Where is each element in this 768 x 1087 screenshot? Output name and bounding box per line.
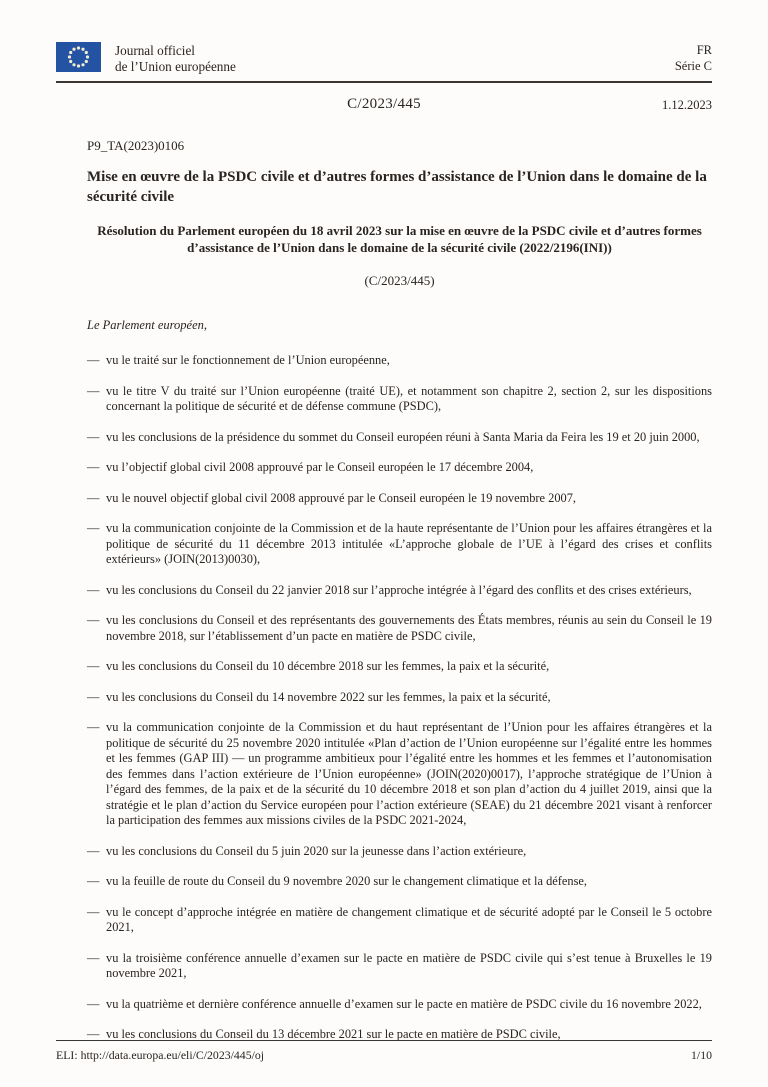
citation-item — [87, 613, 712, 644]
citation-text: vu les conclusions du Conseil du 5 juin 2020 sur la jeunesse dans l’action extérieure, — [106, 843, 527, 858]
citation-dash: — — [87, 720, 100, 734]
citation-item — [87, 521, 712, 568]
header-meta — [56, 96, 712, 114]
citation-text: vu les conclusions du Conseil du 10 décembre 2018 sur les femmes, la paix et la sécurité, — [106, 659, 550, 673]
citation-text: vu la communication conjointe de la Commission et du haut représentant de l’Union pour les affaires étrangères et la politique de sécurité du 25 novembre 2020 intitulée «Plan d’action de l’Union européenne sur l’égalité entre les hommes et les femmes (GAP III) — un programme ambitieux pour l’égalité entre les hommes et les femmes et l’autonomisation des femmes dans l’action extérieure de l’Union européenne» (JOIN(2020)0017), l’approche stratégique de l’Union à l’égard des femmes, de la paix et de la sécurité du 10 décembre 2018 et son plan d’action du 4 juillet 2019, ainsi que la stratégie et le plan d’action du Service européen pour l’action extérieure (SEAE) du 21 décembre 2021 visant à renforcer la participation des femmes aux missions civiles de la PSDC 2021-2024, — [106, 720, 712, 827]
eu-flag-icon — [56, 42, 101, 72]
citation-item — [87, 583, 712, 599]
citation-dash: — — [87, 904, 100, 919]
footer-divider — [56, 1040, 712, 1041]
citation-item — [87, 384, 712, 415]
citation-text: vu les conclusions du Conseil et des représentants des gouvernements des États membres, réunis au sein du Conseil le 19 novembre 2018, sur l’établissement d’un pacte en matière de PSDC civile, — [106, 613, 712, 643]
citation-text: vu les conclusions du Conseil du 13 décembre 2021 sur le pacte en matière de PSDC civile, — [106, 1027, 561, 1041]
eli-link[interactable]: http://data.europa.eu/eli/C/2023/445/oj — [80, 1048, 265, 1062]
citation-text: vu les conclusions du Conseil du 22 janvier 2018 sur l’approche intégrée à l’égard des conflits et des crises extérieurs, — [106, 582, 692, 597]
citation-dash: — — [87, 490, 100, 505]
page-header — [0, 0, 768, 114]
opening-phrase: Le Parlement européen, — [87, 318, 207, 332]
document-subtitle: Résolution du Parlement européen du 18 avril 2023 sur la mise en œuvre de la PSDC civile et d’autres formes d’assistance de l’Union dans le domaine de la sécurité civile (2022/2196(INI)) — [97, 223, 702, 255]
citation-item — [87, 430, 712, 446]
page-indicator: 1/10 — [691, 1048, 712, 1062]
citation-text: vu le nouvel objectif global civil 2008 approuvé par le Conseil européen le 19 novembre 2007, — [106, 490, 577, 505]
citation-dash: — — [87, 429, 100, 444]
citation-item — [87, 353, 712, 369]
citation-text: vu la communication conjointe de la Commission et de la haute représentante de l’Union pour les affaires étrangères et la politique de sécurité du 11 décembre 2013 intitulée «L’approche globale de l’UE à l’égard des crises et conflits extérieurs» (JOIN(2013)0030), — [106, 521, 712, 566]
procedure-number: P9_TA(2023)0106 — [87, 138, 185, 153]
citation-dash: — — [87, 383, 100, 398]
citation-item — [87, 844, 712, 860]
series-label: Série C — [674, 58, 712, 73]
document-title: Mise en œuvre de la PSDC civile et d’autres formes d’assistance de l’Union dans le domaine de la sécurité civile — [87, 169, 707, 205]
citation-dash: — — [87, 582, 100, 597]
citation-dash: — — [87, 1027, 100, 1041]
citation-text: vu la quatrième et dernière conférence annuelle d’examen sur le pacte en matière de PSDC civile du 16 novembre 2022, — [106, 996, 702, 1011]
citation-dash: — — [87, 460, 100, 474]
citation-item — [87, 720, 712, 829]
citation-item — [87, 997, 712, 1013]
page-footer — [56, 1040, 712, 1063]
citation-text: vu le traité sur le fonctionnement de l’Union européenne, — [106, 353, 390, 367]
document-reference: (C/2023/445) — [364, 273, 435, 288]
document-number: C/2023/445 — [347, 96, 421, 112]
document-body — [0, 138, 768, 1043]
eli-label: ELI: — [56, 1048, 78, 1062]
journal-title — [115, 42, 236, 74]
eli-reference — [56, 1048, 264, 1063]
citation-dash: — — [87, 689, 100, 704]
citation-dash: — — [87, 659, 100, 673]
citation-text: vu la feuille de route du Conseil du 9 novembre 2020 sur le changement climatique et la défense, — [106, 874, 588, 888]
edition-info — [675, 42, 712, 74]
citation-dash: — — [87, 843, 100, 858]
citation-dash: — — [87, 613, 100, 627]
language-code: FR — [696, 43, 712, 57]
citation-item — [87, 491, 712, 507]
citation-dash: — — [87, 521, 100, 535]
citation-dash: — — [87, 996, 100, 1011]
citations-list — [87, 353, 712, 1043]
citation-dash: — — [87, 874, 100, 888]
citation-item — [87, 874, 712, 890]
citation-item — [87, 460, 712, 476]
citation-text: vu la troisième conférence annuelle d’examen sur le pacte en matière de PSDC civile qui s’est tenue à Bruxelles le 19 novembre 2021, — [106, 950, 712, 980]
header-divider — [56, 81, 712, 83]
citation-item — [87, 690, 712, 706]
journal-title-line1: Journal officiel — [115, 43, 195, 58]
citation-dash: — — [87, 353, 100, 367]
citation-item — [87, 951, 712, 982]
publication-date: 1.12.2023 — [662, 98, 712, 112]
citation-text: vu les conclusions du Conseil du 14 novembre 2022 sur les femmes, la paix et la sécurité, — [106, 689, 551, 704]
journal-title-line2: de l’Union européenne — [115, 58, 236, 74]
citation-dash: — — [87, 950, 100, 965]
masthead — [56, 42, 712, 74]
citation-text: vu l’objectif global civil 2008 approuvé par le Conseil européen le 17 décembre 2004, — [106, 460, 534, 474]
citation-text: vu le titre V du traité sur l’Union européenne (traité UE), et notamment son chapitre 2, section 2, sur les dispositions concernant la politique de sécurité et de défense commune (PSDC), — [106, 383, 712, 413]
citation-text: vu le concept d’approche intégrée en matière de changement climatique et de sécurité adopté par le Conseil le 5 octobre 2021, — [106, 904, 712, 934]
citation-item — [87, 659, 712, 675]
citation-text: vu les conclusions de la présidence du sommet du Conseil européen réuni à Santa Maria da Feira les 19 et 20 juin 2000, — [106, 429, 700, 444]
citation-item — [87, 905, 712, 936]
